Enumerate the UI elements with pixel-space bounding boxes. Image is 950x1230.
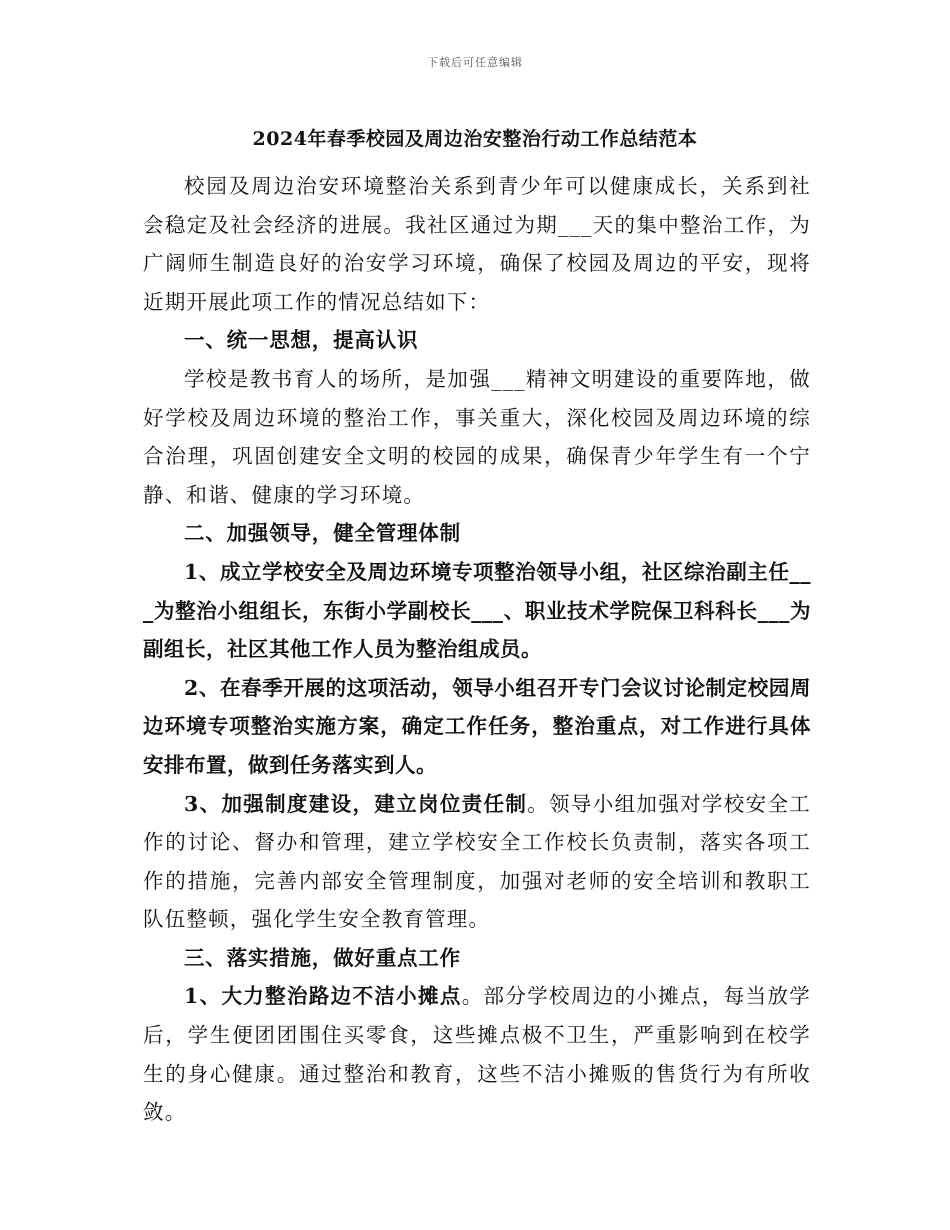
section-2-item-1: 1、成立学校安全及周边环境专项整治领导小组，社区综治副主任___为整治小组组长，东街小学副校长___、职业技术学院保卫科科长___为副组长，社区其他工作人员为整治组成员。 — [143, 559, 811, 662]
section-heading-3: 三、落实措施，做好重点工作 — [184, 945, 461, 970]
section-3-item-1-body: 。部分学校周边的小摊点，每当放学后，学生便团团围住买零食，这些摊点极不卫生，严重影响到在校学生的身心健康。通过整治和教育，这些不洁小摊贩的售货行为有所收敛。 — [143, 984, 811, 1125]
section-heading-1: 一、统一思想，提高认识 — [184, 328, 419, 353]
page-header-note: 下载后可任意编辑 — [427, 56, 523, 69]
section-2-item-2: 2、在春季开展的这项活动，领导小组召开专门会议讨论制定校园周边环境专项整治实施方案，确定工作任务，整治重点，对工作进行具体安排布置，做到任务落实到人。 — [143, 675, 811, 777]
section-3-item-1-lead: 1、大力整治路边不洁小摊点 — [184, 984, 462, 1009]
section-2-item-3-lead: 3、加强制度建设，建立岗位责任制 — [184, 791, 528, 816]
section-1-paragraph: 学校是教书育人的场所，是加强___精神文明建设的重要阵地，做好学校及周边环境的整治工作，事关重大，深化校园及周边环境的综合治理，巩固创建安全文明的校园的成果，确保青少年学生有一个宁静、和谐、健康的学习环境。 — [143, 366, 811, 507]
document-body — [143, 167, 811, 1132]
section-3-item-1 — [143, 977, 811, 1131]
section-heading-2: 二、加强领导，健全管理体制 — [184, 521, 461, 546]
section-2-item-3 — [143, 785, 811, 939]
intro-paragraph: 校园及周边治安环境整治关系到青少年可以健康成长，关系到社会稳定及社会经济的进展。我社区通过为期___天的集中整治工作，为广阔师生制造良好的治安学习环境，确保了校园及周边的平安，现将近期开展此项工作的情况总结如下： — [143, 174, 811, 314]
document-title: 2024年春季校园及周边治安整治行动工作总结范本 — [252, 128, 698, 150]
section-2-item-3-body: 。领导小组加强对学校安全工作的讨论、督办和管理，建立学校安全工作校长负责制，落实各项工作的措施，完善内部安全管理制度，加强对老师的安全培训和教职工队伍整顿，强化学生安全教育管理。 — [143, 791, 811, 932]
